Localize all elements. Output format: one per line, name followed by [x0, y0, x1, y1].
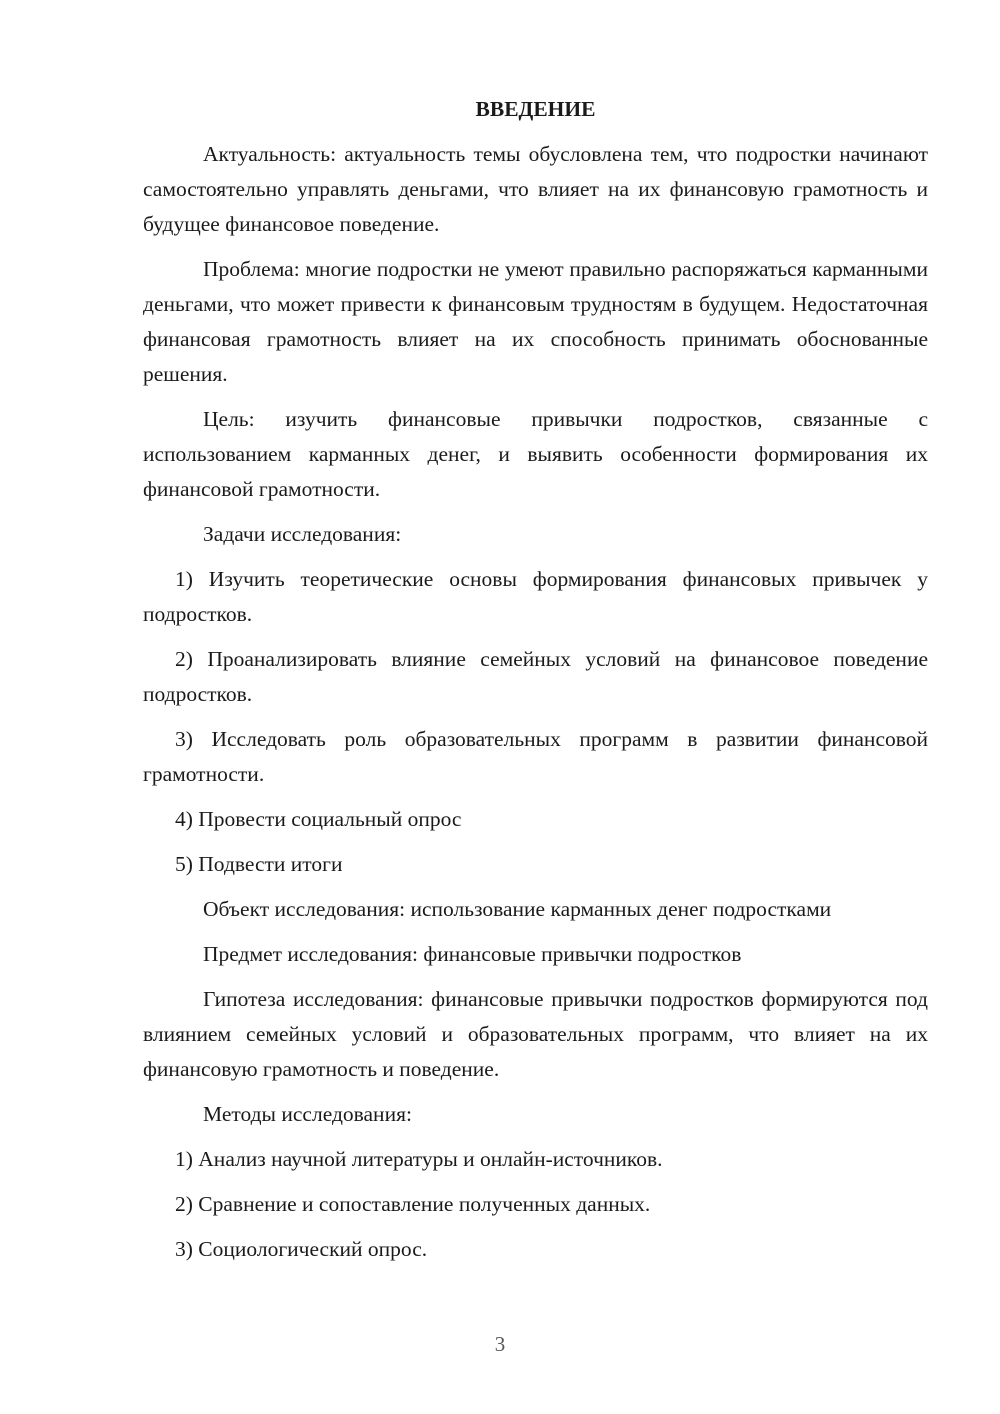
- method-item: 3) Социологический опрос.: [175, 1237, 428, 1261]
- method-item: 1) Анализ научной литературы и онлайн-источников.: [175, 1147, 663, 1171]
- task-item: 3) Исследовать роль образовательных программ в развитии финансовой грамотности.: [143, 727, 928, 786]
- object-paragraph: Объект исследования: использование карманных денег подростками: [203, 897, 832, 921]
- hypothesis-paragraph: Гипотеза исследования: финансовые привычки подростков формируются под влиянием семейных условий и образовательных программ, что влияет на их финансовую грамотность и поведение.: [143, 987, 928, 1081]
- page-number: 3: [494, 1332, 506, 1356]
- task-item: 1) Изучить теоретические основы формирования финансовых привычек у подростков.: [143, 567, 928, 626]
- goal-paragraph: Цель: изучить финансовые привычки подростков, связанные с использованием карманных денег, и выявить особенности формирования их финансовой грамотности.: [143, 407, 928, 501]
- method-item: 2) Сравнение и сопоставление полученных данных.: [175, 1192, 651, 1216]
- task-item: 5) Подвести итоги: [175, 852, 343, 876]
- section-title: ВВЕДЕНИЕ: [475, 97, 596, 121]
- relevance-paragraph: Актуальность: актуальность темы обусловлена тем, что подростки начинают самостоятельно управлять деньгами, что влияет на их финансовую грамотность и будущее финансовое поведение.: [143, 142, 928, 236]
- page-content: [143, 92, 928, 1277]
- subject-paragraph: Предмет исследования: финансовые привычки подростков: [203, 942, 742, 966]
- task-item: 4) Провести социальный опрос: [175, 807, 462, 831]
- task-item: 2) Проанализировать влияние семейных условий на финансовое поведение подростков.: [143, 647, 928, 706]
- methods-heading: Методы исследования:: [203, 1102, 412, 1126]
- tasks-heading: Задачи исследования:: [203, 522, 402, 546]
- problem-paragraph: Проблема: многие подростки не умеют правильно распоряжаться карманными деньгами, что может привести к финансовым трудностям в будущем. Недостаточная финансовая грамотность влияет на их способность принимать обоснованные решения.: [143, 257, 928, 386]
